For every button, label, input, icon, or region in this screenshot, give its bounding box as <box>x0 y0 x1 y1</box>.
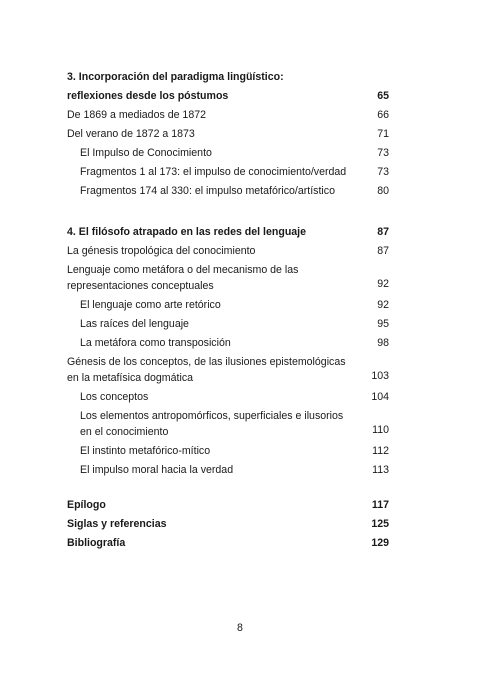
toc-entry-page: 92 <box>377 299 389 311</box>
toc-entry-title: La metáfora como transposición <box>80 337 231 349</box>
toc-entry-page: 95 <box>377 318 389 330</box>
toc-entry <box>67 68 389 87</box>
toc-entry-page: 98 <box>377 337 389 349</box>
toc-entry-page: 92 <box>377 278 389 290</box>
toc-entry <box>67 261 389 296</box>
toc-entry-page: 113 <box>372 464 389 476</box>
toc-entry <box>67 496 389 515</box>
toc-entry <box>67 242 389 261</box>
toc-entry-page: 104 <box>371 391 389 403</box>
toc-entry <box>67 296 389 315</box>
toc-entry-page: 73 <box>377 166 389 178</box>
toc-entry-page: 110 <box>372 424 389 436</box>
toc-entry <box>67 534 389 553</box>
toc-entry-title: La génesis tropológica del conocimiento <box>67 245 256 257</box>
toc-entry <box>67 182 389 201</box>
toc-entry-title: De 1869 a mediados de 1872 <box>67 109 207 121</box>
toc-entry-page: 103 <box>371 370 389 382</box>
toc-entry-page: 125 <box>371 518 389 530</box>
toc-entry-page: 80 <box>377 185 389 197</box>
toc-entry <box>67 407 389 442</box>
toc-entry-page: 87 <box>377 245 389 257</box>
toc-entry <box>67 144 389 163</box>
toc-entry-title: Fragmentos 174 al 330: el impulso metafórico/artístico <box>80 185 335 197</box>
toc-entry-title: Fragmentos 1 al 173: el impulso de conocimiento/verdad <box>80 166 347 178</box>
toc-entry <box>67 515 389 534</box>
toc-entry-title: Siglas y referencias <box>67 518 167 530</box>
toc-entry-page: 117 <box>371 499 389 511</box>
toc-entry <box>67 442 389 461</box>
toc-entry <box>67 461 389 480</box>
toc-entry-page: 65 <box>377 90 389 102</box>
toc-entry-title: Del verano de 1872 a 1873 <box>67 128 195 140</box>
toc-entry <box>67 388 389 407</box>
toc-entry <box>67 353 389 388</box>
toc-entry-page: 112 <box>372 445 389 457</box>
toc-entry-title: Los conceptos <box>80 391 149 403</box>
toc-entry <box>67 163 389 182</box>
toc-entry-title: reflexiones desde los póstumos <box>67 90 229 102</box>
toc-entry <box>67 315 389 334</box>
toc-entry-title: Lenguaje como metáfora o del mecanismo de las representaciones conceptuales <box>67 264 299 292</box>
toc-entry <box>67 334 389 353</box>
toc-entry-title: Las raíces del lenguaje <box>80 318 189 330</box>
toc-entry-title: El lenguaje como arte retórico <box>80 299 221 311</box>
toc-entry-title: 3. Incorporación del paradigma lingüístico: <box>67 71 284 83</box>
toc-entry-title: El impulso moral hacia la verdad <box>80 464 234 476</box>
toc-entry <box>67 223 389 242</box>
toc-entry <box>67 106 389 125</box>
toc-entry <box>67 125 389 144</box>
page-number: 8 <box>237 622 243 634</box>
toc-entry-page: 66 <box>377 109 389 121</box>
toc-entry-title: Génesis de los conceptos, de las ilusiones epistemológicas en la metafísica dogmática <box>67 356 346 384</box>
toc-entry-page: 73 <box>377 147 389 159</box>
table-of-contents <box>67 68 389 553</box>
toc-entry-title: El instinto metafórico-mítico <box>80 445 211 457</box>
toc-entry-page: 129 <box>371 537 389 549</box>
toc-entry-title: Bibliografía <box>67 537 126 549</box>
toc-entry <box>67 87 389 106</box>
toc-entry-page: 87 <box>377 226 389 238</box>
toc-entry-title: 4. El filósofo atrapado en las redes del lenguaje <box>67 226 307 238</box>
toc-entry-page: 71 <box>377 128 389 140</box>
toc-entry-title: El Impulso de Conocimiento <box>80 147 212 159</box>
toc-entry-title: Los elementos antropomórficos, superficiales e ilusorios en el conocimiento <box>80 410 344 438</box>
toc-entry-title: Epílogo <box>67 499 106 511</box>
